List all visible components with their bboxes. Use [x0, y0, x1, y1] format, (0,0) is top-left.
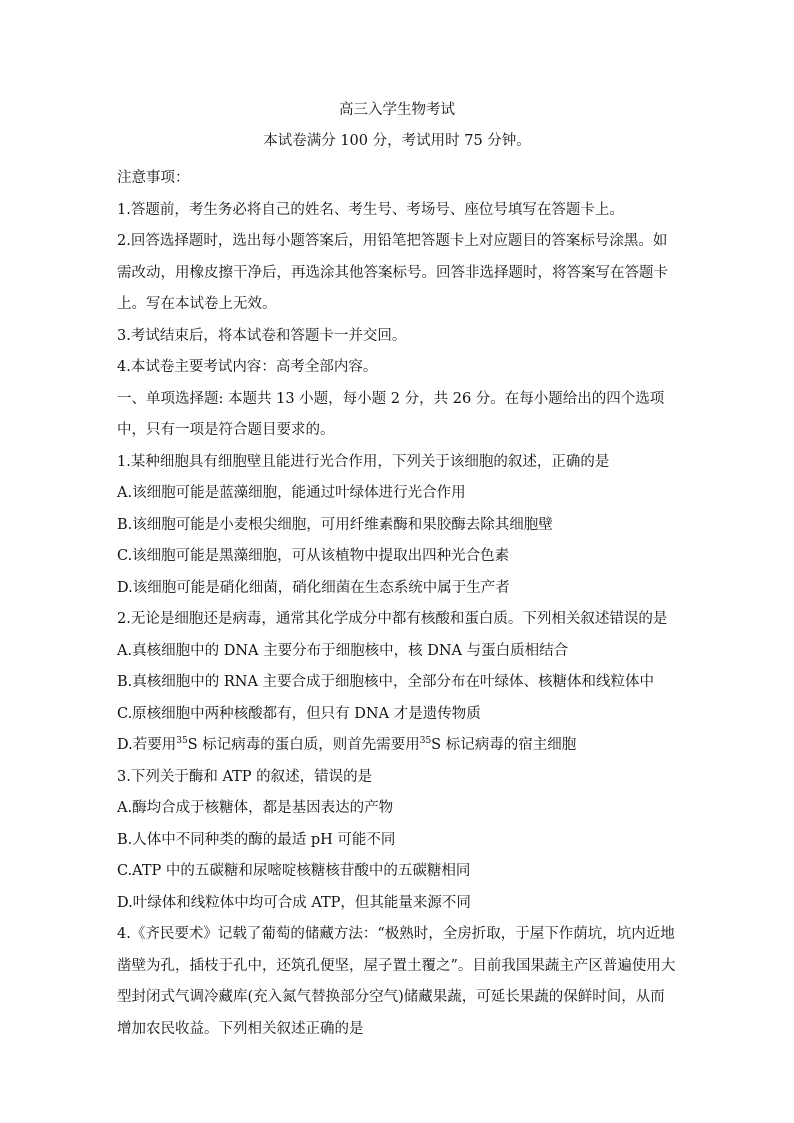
question-option-d [117, 730, 677, 762]
section-heading: 一、单项选择题: 本题共 13 小题，每小题 2 分，共 26 分。在每小题给出的四个选项中，只有一项是符合题目要求的。 [117, 390, 665, 438]
question-option: A.该细胞可能是蓝藻细胞，能通过叶绿体进行光合作用 [117, 485, 466, 501]
question-option: C.原核细胞中两种核酸都有，但只有 DNA 才是遗传物质 [117, 705, 481, 722]
question-option: C.ATP 中的五碳糖和尿嘧啶核糖核苷酸中的五碳糖相同 [117, 863, 471, 879]
isotope-superscript: 35 [419, 736, 432, 747]
question-option: B.真核细胞中的 RNA 主要合成于细胞核中，全部分布在叶绿体、核糖体和线粒体中 [117, 674, 655, 690]
note-item-1: 1.答题前，考生务必将自己的姓名、考生号、考场号、座位号填写在答题卡上。 [117, 201, 624, 218]
question-option: A.酶均合成于核糖体，都是基因表达的产物 [117, 800, 394, 816]
option-d-prefix: D.若要用 [117, 737, 177, 753]
question-stem: 1.某种细胞具有细胞壁且能进行光合作用，下列关于该细胞的叙述，正确的是 [117, 453, 610, 470]
option-d-suffix: S 标记病毒的宿主细胞 [431, 737, 577, 753]
question-stem: 4.《齐民要术》记载了葡萄的储藏方法：“极熟时，全房折取，于屋下作荫坑，坑内近地凿壁为孔，插枝于孔中，还筑孔便坚，屋子置土覆之”。目前我国果蔬主产区普遍使用大型封闭式气调冷藏库(充入氮气替换部分空气)储藏果蔬，可延长果蔬的保鲜时间，从而增加农民收益。下列相关叙述正确的是 [117, 926, 676, 1037]
question-option: B.该细胞可能是小麦根尖细胞，可用纤维素酶和果胶酶去除其细胞壁 [117, 516, 553, 533]
question-stem: 2.无论是细胞还是病毒，通常其化学成分中都有核酸和蛋白质。下列相关叙述错误的是 [117, 611, 668, 627]
question-option: A.真核细胞中的 DNA 主要分布于细胞核中，核 DNA 与蛋白质相结合 [117, 642, 569, 659]
question-option: D.该细胞可能是硝化细菌，硝化细菌在生态系统中属于生产者 [117, 579, 510, 596]
exam-title: 高三入学生物考试 [339, 102, 455, 118]
notes-heading: 注意事项： [117, 170, 190, 186]
question-option: D.叶绿体和线粒体中均可合成 ATP，但其能量来源不同 [117, 894, 471, 911]
note-item-3: 3.考试结束后，将本试卷和答题卡一并交回。 [117, 327, 407, 344]
isotope-superscript: 35 [176, 736, 188, 747]
option-d-middle: S 标记病毒的蛋白质，则首先需要用 [187, 737, 420, 753]
note-item-4: 4.本试卷主要考试内容：高考全部内容。 [117, 359, 378, 375]
question-option: B.人体中不同种类的酶的最适 pH 可能不同 [117, 831, 396, 848]
note-item-2: 2.回答选择题时，选出每小题答案后，用铅笔把答题卡上对应题目的答案标号涂黑。如需改动，用橡皮擦干净后，再选涂其他答案标号。回答非选择题时，将答案写在答题卡上。写在本试卷上无效。 [117, 233, 668, 312]
question-stem: 3.下列关于酶和 ATP 的叙述，错误的是 [117, 768, 373, 785]
exam-subtitle: 本试卷满分 100 分，考试用时 75 分钟。 [263, 133, 531, 149]
question-option: C.该细胞可能是黑藻细胞，可从该植物中提取出四种光合色素 [117, 548, 510, 564]
exam-page [117, 100, 677, 1045]
